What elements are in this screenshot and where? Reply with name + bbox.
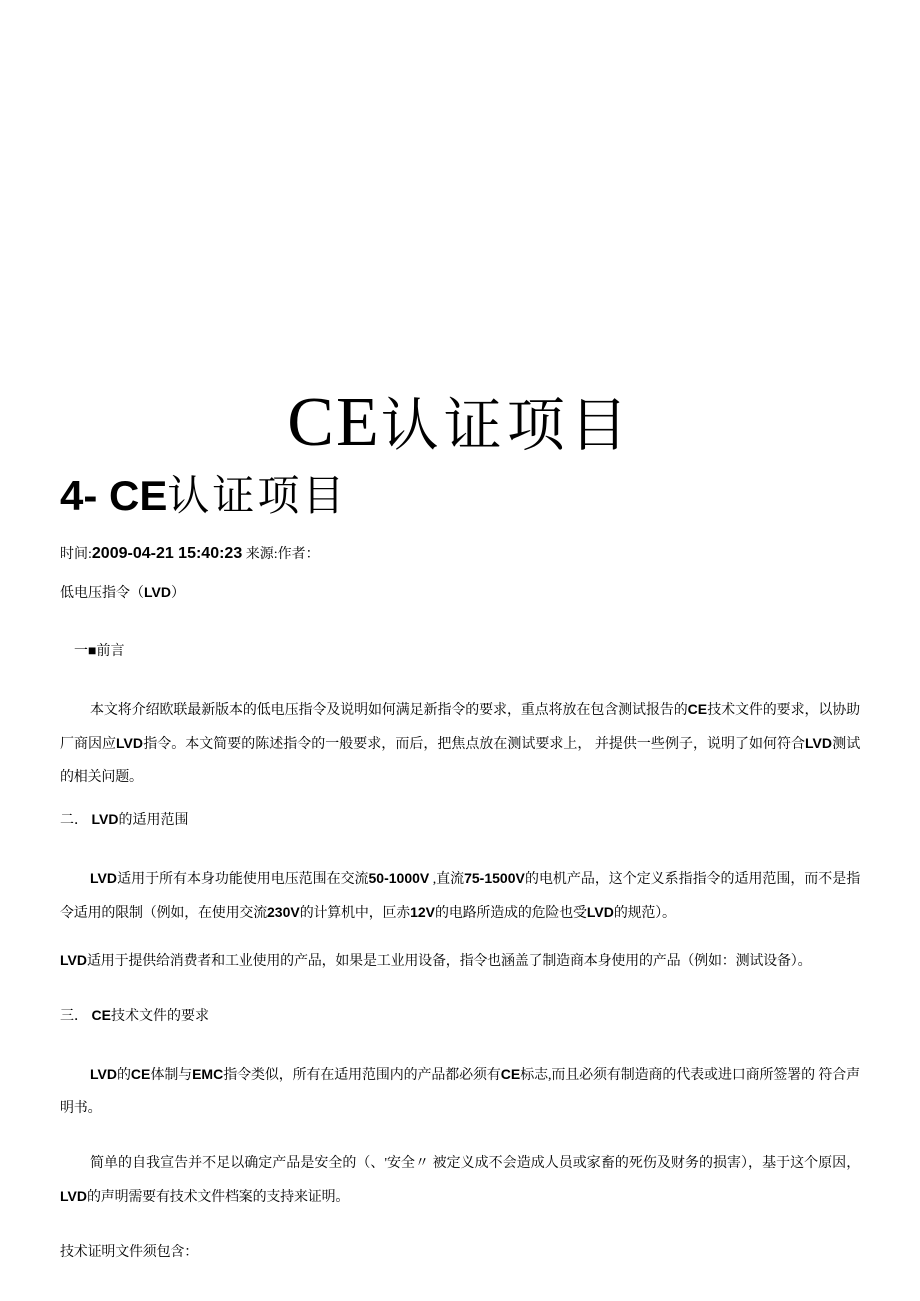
paragraph-scope-products: LVD适用于提供给消费者和工业使用的产品，如果是工业用设备，指令也涵盖了制造商本身使用的产品（例如：测试设备）。	[60, 952, 812, 969]
subtitle-lvd: 低电压指令（LVD）	[60, 584, 185, 601]
paragraph-intro: 本文将介绍欧联最新版本的低电压指令及说明如何满足新指令的要求，重点将放在包含测试报告的CE技术文件的要求，以协助厂商因应LVD指令。本文简要的陈述指令的一般要求，而后，把焦点放在测试要求上， 并提供一些例子，说明了如何符合LVD测试的相关问题。	[60, 701, 860, 785]
paragraph-self-declaration: 简单的自我宣告并不足以确定产品是安全的（、'安全〃 被定义成不会造成人员或家畜的死伤及财务的损害），基于这个原因，LVD的声明需要有技术文件档案的支持来证明。	[60, 1156, 860, 1205]
article-heading: 4- CE认证项目	[60, 472, 348, 520]
meta-line: 时间:2009-04-21 15:40:23 来源:作者：	[60, 545, 320, 562]
section-heading-foreword: 一■前言	[74, 644, 125, 659]
paragraph-scope-definition: LVD适用于所有本身功能使用电压范围在交流50-1000V ,直流75-1500V的电机产品，这个定义系指指令的适用范围，而不是指令适用的限制（例如，在使用交流230V的计算机中，叵赤12V的电路所造成的危险也受LVD的规范）。	[60, 870, 861, 921]
section-heading-tech-file: 三． CE技术文件的要求	[60, 1007, 209, 1024]
paragraph-tech-file-lead-in: 技术证明文件须包含：	[60, 1245, 198, 1260]
section-heading-scope: 二． LVD的适用范围	[60, 811, 189, 828]
paragraph-ce-emc: LVD的CE体制与EMC指令类似，所有在适用范围内的产品都必须有CE标志,而且必须有制造商的代表或进口商所签署的 符合声明书。	[60, 1066, 860, 1116]
document-title: CE认证项目	[287, 384, 633, 461]
